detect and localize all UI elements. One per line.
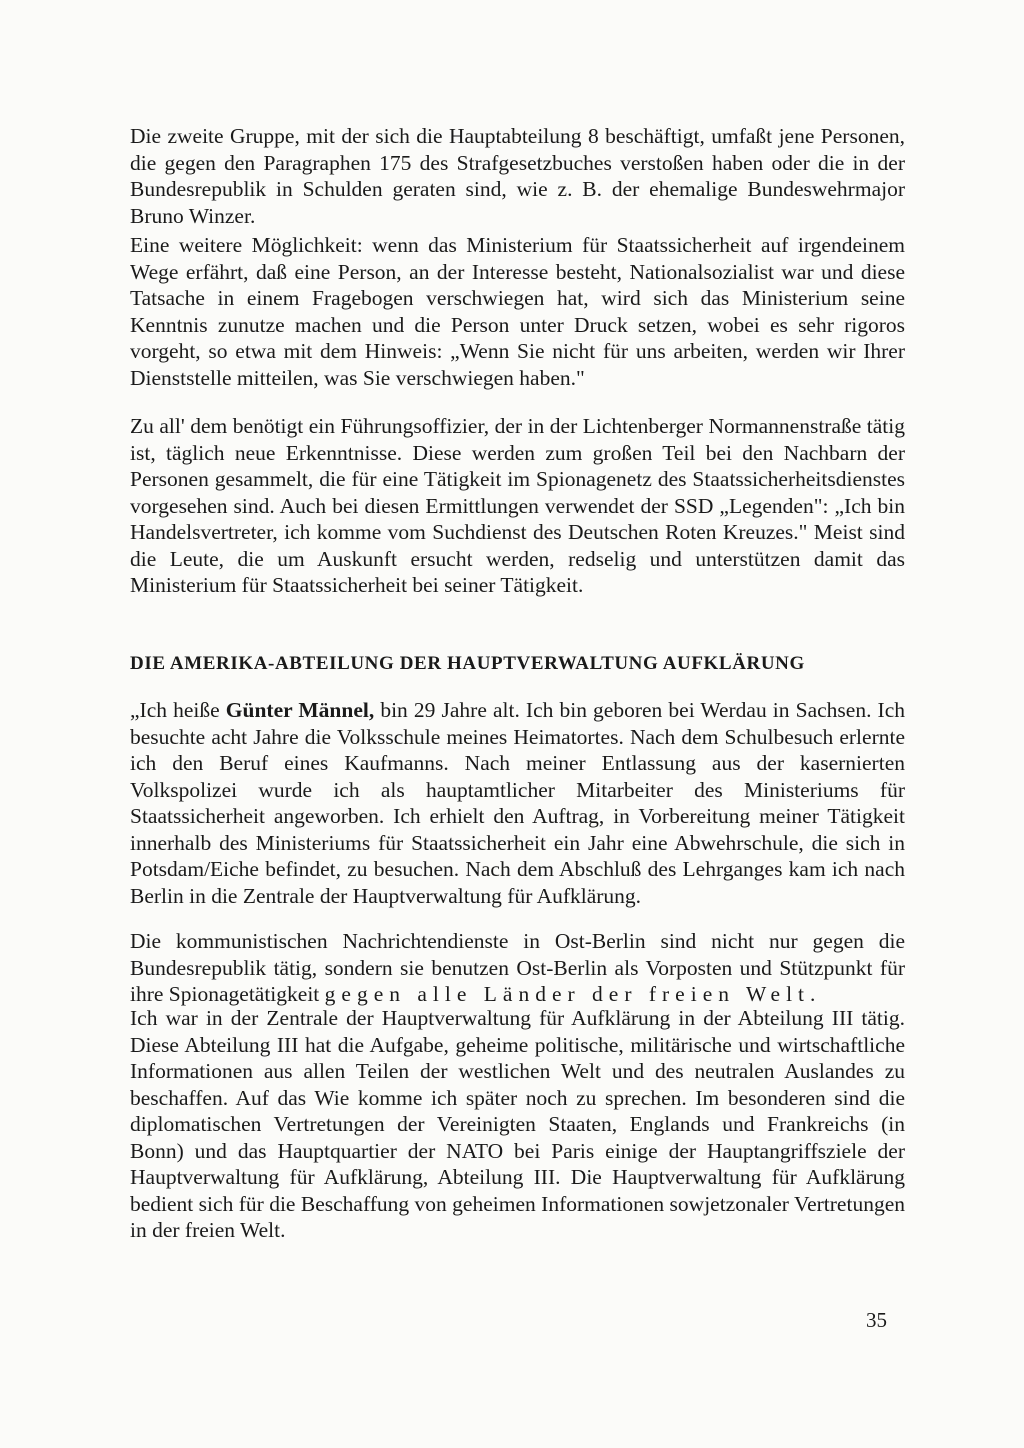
paragraph-handler-officer-text: Zu all' dem benötigt ein Führungsoffizier, der in der Lichtenberger Normannenstraße tätig ist, täglich neue Erkenntnisse. Diese werden zum großen Teil bei den Nachbarn der Personen gesammelt, die für eine Tätigkeit im Spionagenetz des Staatssicherheitsdienstes vorgesehen sind. Auch bei diesen Ermittlungen verwendet der SSD „Legenden": „Ich bin Handelsvertreter, ich komme vom Suchdienst des Deutschen Roten Kreuzes." Meist sind die Leute, die um Auskunft ersucht werden, redselig und unterstützen damit das Ministerium für Staatssicherheit bei seiner Tätigkeit. [130,414,905,597]
section-heading: DIE AMERIKA-ABTEILUNG DER HAUPTVERWALTUNG AUFKLÄRUNG [130,653,805,674]
paragraph-department-three [130,1005,905,1244]
page-number: 35 [866,1308,887,1332]
testimony-intro-start: „Ich heiße [130,698,226,722]
paragraph-second-group [130,123,905,229]
paragraph-another-possibility [130,232,905,391]
paragraph-handler-officer [130,413,905,599]
testimony-intro-rest: bin 29 Jahre alt. Ich bin geboren bei Werdau in Sachsen. Ich besuchte acht Jahre die Volksschule meines Heimatortes. Nach dem Schulbesuch erlernte ich den Beruf eines Kaufmanns. Nach meiner Entlassung aus der kasernierten Volkspolizei wurde ich als hauptamtlicher Mitarbeiter des Ministeriums für Staatssicherheit angeworben. Ich erhielt den Auftrag, in Vorbereitung meiner Tätigkeit innerhalb des Ministeriums für Staatssicherheit ein Jahr eine Abwehrschule, die sich in Potsdam/Eiche befindet, zu besuchen. Nach dem Abschluß des Lehrganges kam ich nach Berlin in die Zentrale der Hauptverwaltung für Aufklärung. [130,698,905,908]
communist-services-text: Die kommunistischen Nachrichtendienste in Ost-Berlin sind nicht nur gegen die Bundesrepublik tätig, sondern sie benutzen Ost-Berlin als Vorposten und Stützpunkt für ihre Spionagetätigkeit [130,929,905,1006]
paragraph-communist-services [130,928,905,1008]
paragraph-second-group-text: Die zweite Gruppe, mit der sich die Hauptabteilung 8 beschäftigt, umfaßt jene Personen, die gegen den Paragraphen 175 des Strafgesetzbuches verstoßen haben oder die in der Bundesrepublik in Schulden geraten sind, wie z. B. der ehemalige Bundeswehrmajor Bruno Winzer. [130,124,905,228]
paragraph-testimony-intro [130,697,905,909]
emphasized-spaced-text: gegen alle Länder der freien Welt. [324,982,822,1006]
person-name: Günter Männel, [225,698,375,722]
paragraph-another-possibility-text: Eine weitere Möglichkeit: wenn das Ministerium für Staatssicherheit auf irgendeinem Wege erfährt, daß eine Person, an der Interesse besteht, Nationalsozialist war und diese Tatsache in einem Fragebogen verschwiegen hat, wird sich das Ministerium seine Kenntnis zunutze machen und die Person unter Druck setzen, wobei es sehr rigoros vorgeht, so etwa mit dem Hinweis: „Wenn Sie nicht für uns arbeiten, werden wir Ihrer Dienststelle mitteilen, was Sie verschwiegen haben." [130,233,905,390]
department-three-text: Ich war in der Zentrale der Hauptverwaltung für Aufklärung in der Abteilung III tätig. Diese Abteilung III hat die Aufgabe, geheime politische, militärische und wirtschaftliche Informationen aus allen Teilen der westlichen Welt und des neutralen Auslandes zu beschaffen. Auf das Wie komme ich später noch zu sprechen. Im besonderen sind die diplomatischen Vertretungen der Vereinigten Staaten, Englands und Frankreichs (in Bonn) und das Hauptquartier der NATO bei Paris einige der Hauptangriffsziele der Hauptverwaltung für Aufklärung, Abteilung III. Die Hauptverwaltung für Aufklärung bedient sich für die Beschaffung von geheimen Informationen sowjetzonaler Vertretungen in der freien Welt. [130,1006,905,1242]
